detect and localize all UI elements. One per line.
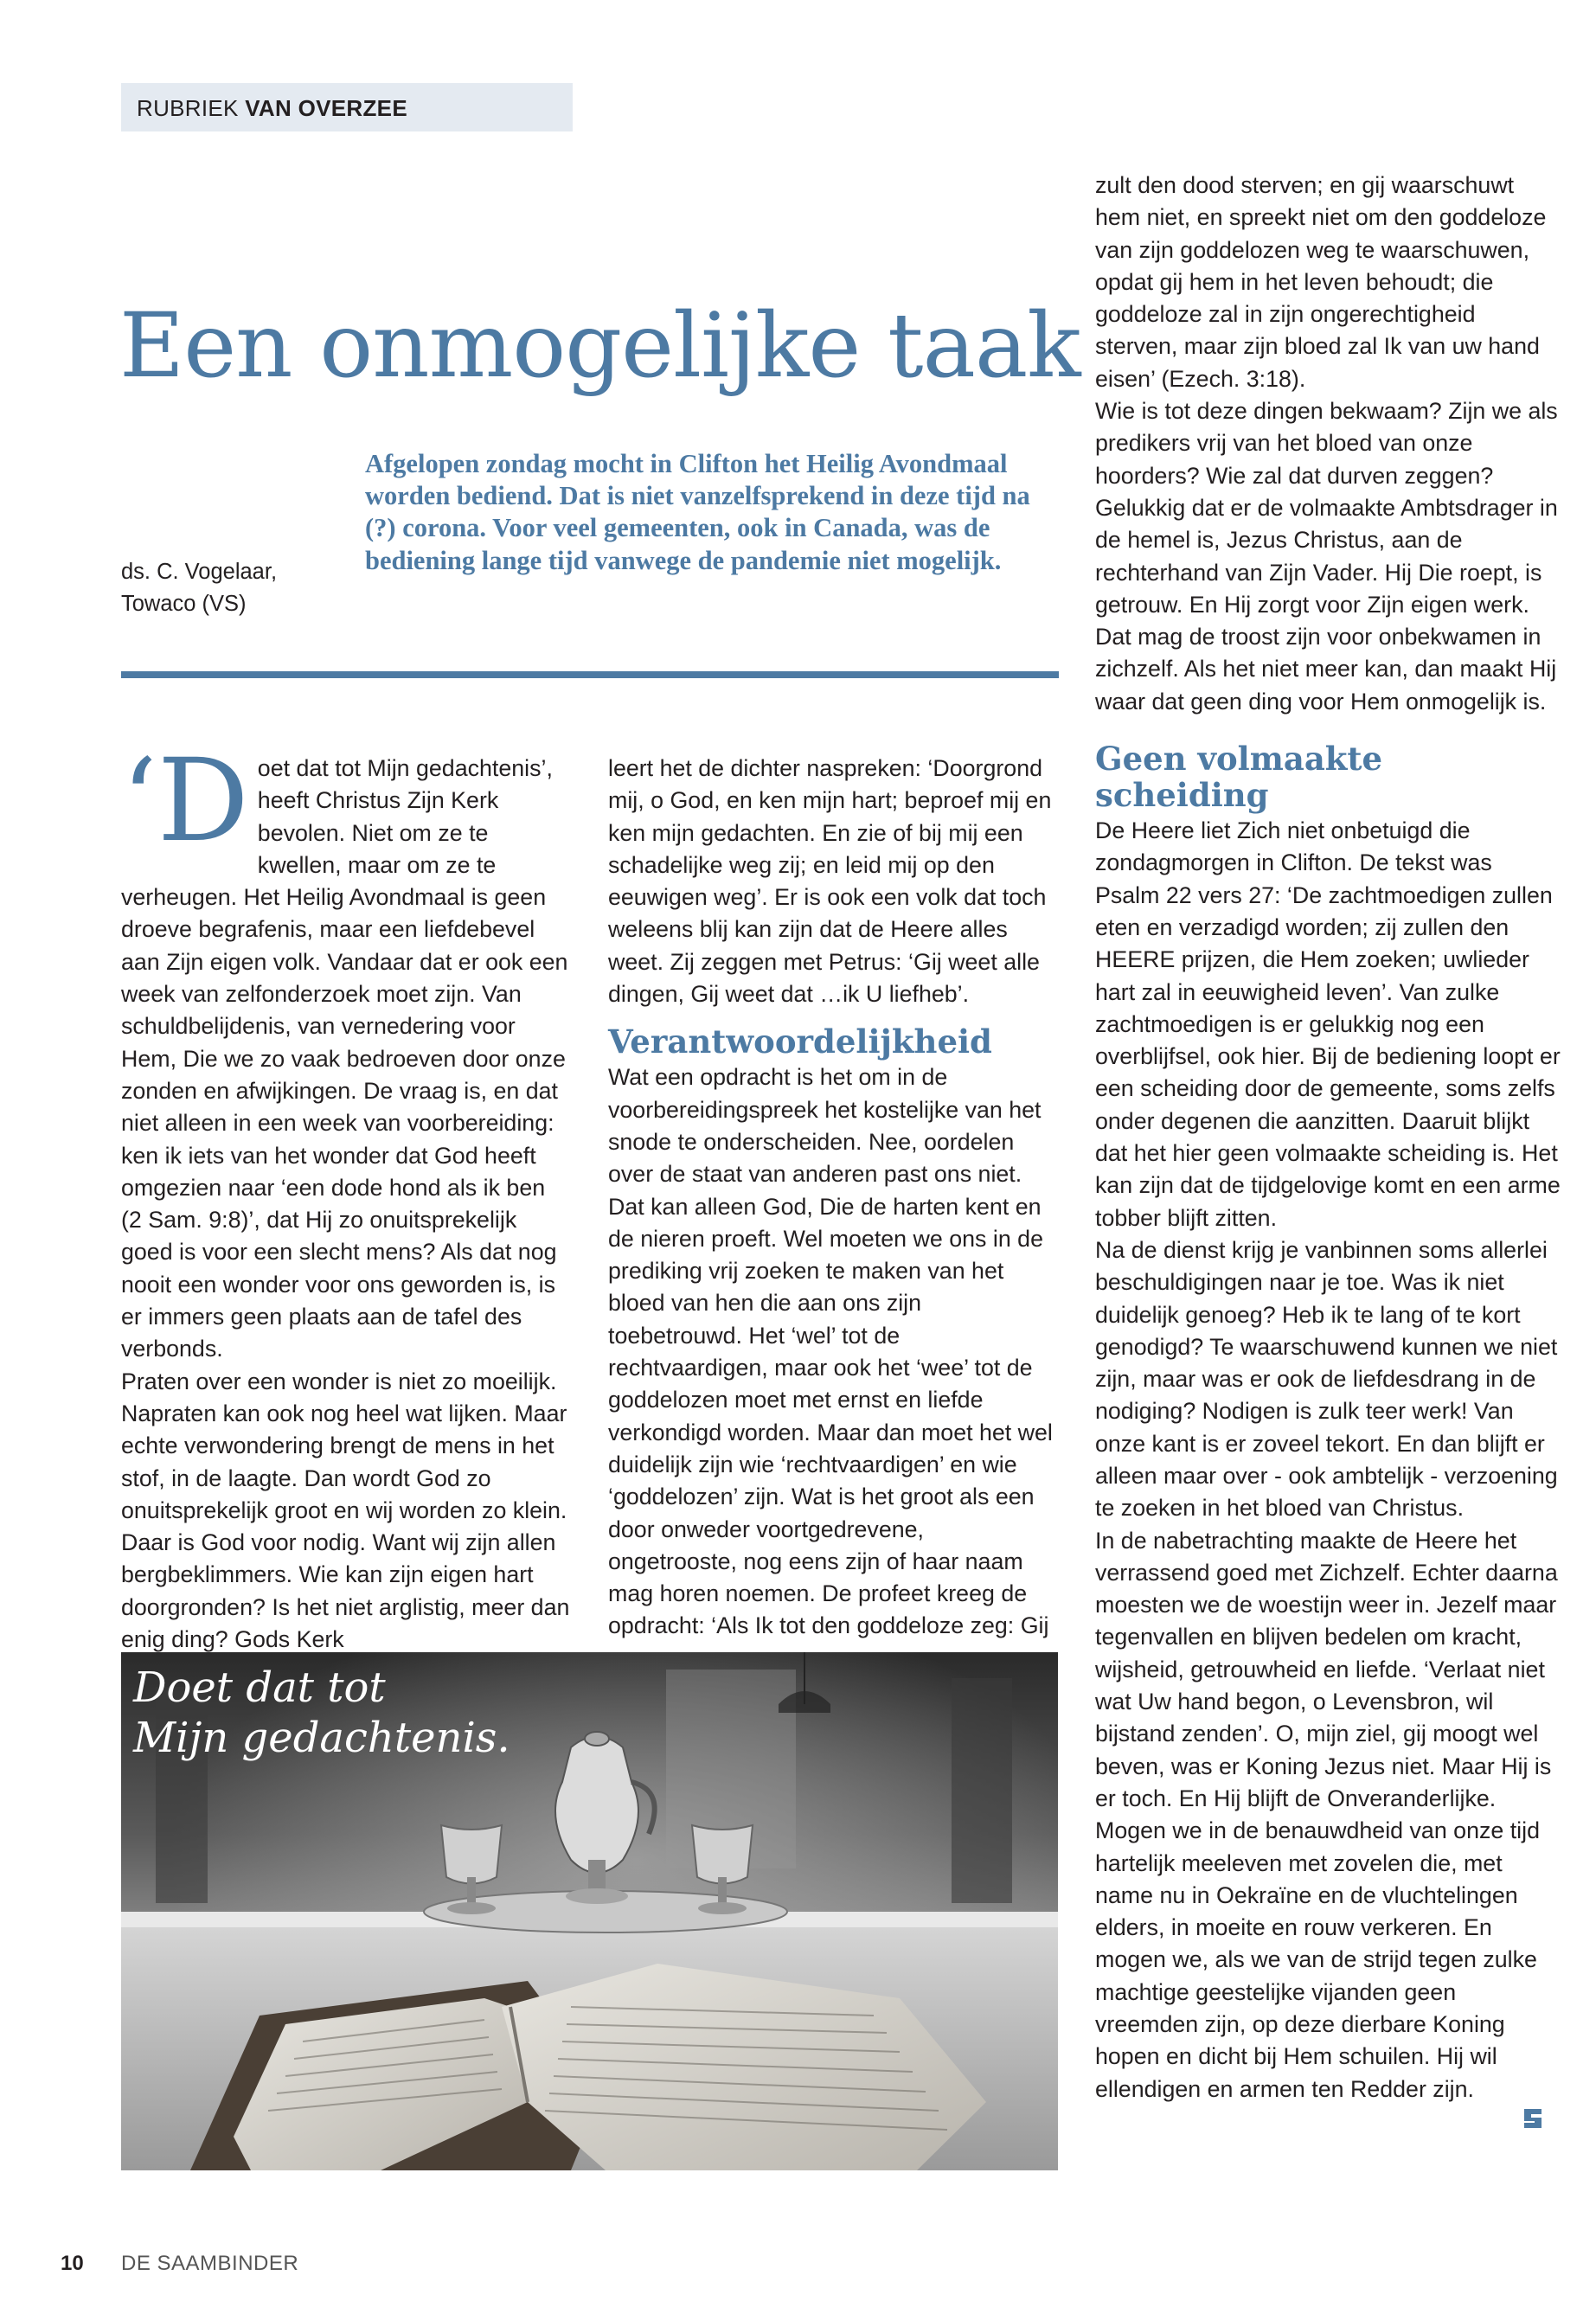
communion-photo [121,1652,1058,2170]
drop-cap: ‘D [121,734,249,868]
paragraph: Wie is tot deze dingen bekwaam? Zijn we als predikers vrij van het bloed van onze hoorders? Wie zal dat durven zeggen? Gelukkig dat er de volmaakte Ambtsdrager in de hemel is, Jezus Christus, aan de rechterhand van Zijn Vader. Hij Die roept, is getrouw. En Hij zorgt voor Zijn eigen werk. Dat mag de troost zijn voor onbekwamen in zichzelf. Als het niet meer kan, dan maakt Hij waar dat geen ding voor Hem onmogelijk is. [1095,398,1558,715]
article-title: Een onmogelijke taak [119,294,1080,398]
paragraph: leert het de dichter naspreken: ‘Doorgrond mij, o God, en ken mijn hart; beproef mij en ken mijn gedachten. En zie of bij mij een schadelijke weg zij; en leid mij op den eeuwigen weg’. Er is ook een volk dat toch weleens blij kan zijn dat de Heere alles weet. Zij zeggen met Petrus: ‘Gij weet alle dingen, Gij weet dat …ik U liefheb’. [608,755,1052,1008]
article-intro: Afgelopen zondag mocht in Clifton het Heilig Avondmaal worden bediend. Dat is niet vanzelfsprekend in deze tijd na (?) corona. Voor veel gemeenten, ook in Canada, was de bediening lange tijd vanwege de pandemie niet mogelijk. [365,449,1030,575]
rubric-name: VAN OVERZEE [245,95,407,121]
caption-line: Mijn gedachtenis. [133,1714,510,1762]
paragraph: Wat een opdracht is het om in de voorbereidingspreek het kostelijke van het snode te onderscheiden. Nee, oordelen over de staat van anderen past ons niet. Dat kan alleen God, Die de harten kent en de nieren proeft. Wel moeten we ons in de prediking vrij zoeken te maken van het bloed van hen die aan ons zijn toebetrouwd. Het ‘wel’ tot de rechtvaardigen, maar ook het ‘wee’ tot de goddelozen moet met ernst en liefde verkondigd worden. Maar dan moet het wel duidelijk zijn wie ‘rechtvaardigen’ en wie ‘goddelozen’ zijn. Wat is het groot als een door onweder voortgedrevene, ongetrooste, nog eens zijn of haar naam mag horen noemen. De profeet kreeg de opdracht: ‘Als Ik tot den goddeloze zeg: Gij [608,1064,1053,1639]
paragraph: oet dat tot Mijn gedachtenis’, heeft Christus Zijn Kerk bevolen. Niet om ze te kwellen, maar om ze te verheugen. Het Heilig Avondmaal is geen droeve begrafenis, maar een liefdebevel aan Zijn eigen volk. Vandaar dat er ook een week van zelfonderzoek moet zijn. Van schuldbelijdenis, van vernedering voor Hem, Die we zo vaak bedroeven door onze zonden en afwijkingen. De vraag is, en dat niet alleen in een week van voorbereiding: ken ik iets van het wonder dat God heeft omgezien naar ‘een dode hond als ik ben (2 Sam. 9:8)’, dat Hij zo onuitsprekelijk goed is voor een slecht mens? Als dat nog nooit een wonder voor ons geworden is, is er immers geen plaats aan de tafel des verbonds. [121,755,568,1362]
magazine-name: DE SAAMBINDER [121,2252,299,2275]
intro-divider [121,671,1059,678]
page-number: 10 [61,2252,84,2275]
column-2 [608,753,1058,1643]
column-1 [121,734,571,1656]
paragraph: De Heere liet Zich niet onbetuigd die zondagmorgen in Clifton. De tekst was Psalm 22 vers 27: ‘De zachtmoedigen zullen eten en verzadigd worden; zij zullen den HEERE prijzen, die Hem zoeken; uwlieder hart zal in eeuwigheid leven’. Van zulke zachtmoedigen is er gelukkig nog een overblijfsel, ook hier. Bij de bediening loopt er een scheiding door de gemeente, soms zelfs onder degenen die aanzitten. Daaruit blijkt dat het hier geen volmaakte scheiding is. Het kan zijn dat de tijdgelovige komt en een arme tobber blijft zitten. [1095,817,1561,1231]
rubric-label [137,95,407,122]
author-location: Towaco (VS) [121,592,247,616]
subheading-verantwoordelijkheid: Verantwoordelijkheid [608,1022,992,1061]
paragraph: Praten over een wonder is niet zo moeilijk. Napraten kan ook nog heel wat lijken. Maar echte verwondering brengt de mens in het stof, in de laagte. Dan wordt God zo onuitsprekelijk groot en wij worden zo klein. Daar is God voor nodig. Want wij zijn allen bergbeklimmers. Wie kan zijn eigen hart doorgronden? Is het niet arglistig, meer dan enig ding? Gods Kerk [121,1368,570,1653]
author-name: ds. C. Vogelaar, [121,560,278,584]
caption-line: Doet dat tot [133,1663,386,1712]
paragraph: Mogen we in de benauwdheid van onze tijd hartelijk meeleven met zovelen die, met name nu in Oekraïne en de vluchtelingen elders, in moeite en rouw verkeren. En mogen we, als we van de strijd tegen zulke machtige geestelijke vijanden geen vreemden zijn, op deze dierbare Koning hopen en dicht bij Hem schuilen. Hij wil ellendigen en armen ten Redder zijn. [1095,1817,1540,2102]
rubric-prefix: RUBRIEK [137,95,239,121]
paragraph: zult den dood sterven; en gij waarschuwt hem niet, en spreekt niet om den goddeloze van zijn goddelozen weg te waarschuwen, opdat gij hem in het leven behoudt; die goddeloze zal in zijn ongerechtigheid sterven, maar zijn bloed zal Ik van uw hand eisen’ (Ezech. 3:18). [1095,172,1547,392]
subheading-geen-volmaakte-scheiding: Geen volmaakte scheiding [1095,740,1383,815]
photo-caption [133,1663,510,1763]
paragraph: In de nabetrachting maakte de Heere het verrassend goed met Zichzelf. Echter daarna moesten we de woestijn weer in. Jezelf maar tegenvallen en blijven bedelen om kracht, wijsheid, getrouwheid en liefde. ‘Verlaat niet wat Uw hand begon, o Levensbron, wil bijstand zenden’. O, mijn ziel, gij moogt wel beven, was er Koning Jezus niet. Maar Hij is er toch. En Hij blijft de Onveranderlijke. [1095,1527,1558,1811]
end-mark-icon [1521,2106,1545,2131]
column-3 [1095,170,1562,2106]
author-byline [121,556,277,620]
paragraph: Na de dienst krijg je vanbinnen soms allerlei beschuldigingen naar je toe. Was ik niet duidelijk genoeg? Heb ik te lang of te kort genodigd? Te waarschuwend kunnen we niet zijn, maar was er ook de liefdesdrang in de nodiging? Nodigen is zulk teer werk! Van onze kant is er zoveel tekort. En dan blijft er alleen maar over - ook ambtelijk - verzoening te zoeken in het bloed van Christus. [1095,1236,1558,1522]
